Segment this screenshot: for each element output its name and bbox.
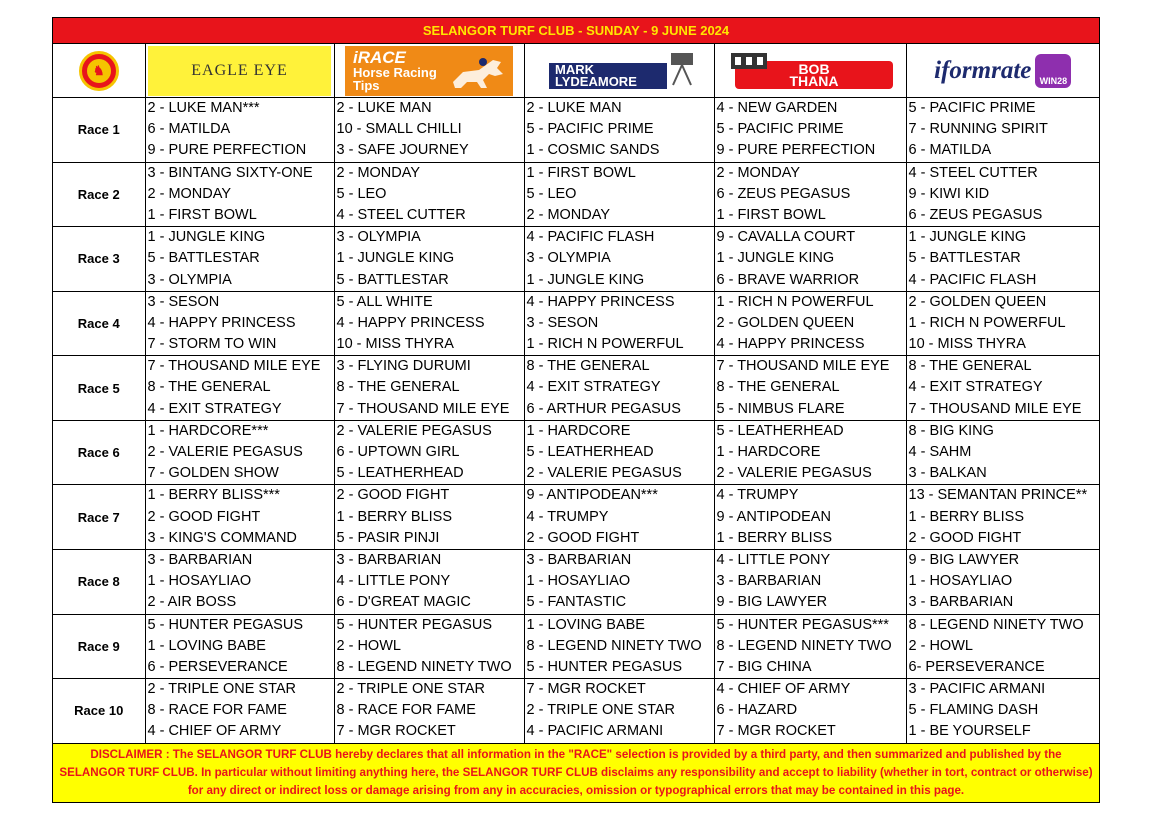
bob-thana-logo-cell xyxy=(714,44,906,98)
horse-pick: 4 - HAPPY PRINCESS xyxy=(147,314,296,331)
horse-pick: 5 - LEATHERHEAD xyxy=(716,422,844,439)
race-label: Race 2 xyxy=(53,162,145,227)
horse-pick: 9 - BIG LAWYER xyxy=(908,551,1020,568)
horse-pick: 5 - BATTLESTAR xyxy=(147,250,260,267)
tipster-picks-cell xyxy=(334,162,524,227)
horse-pick: 7 - THOUSAND MILE EYE xyxy=(147,358,321,375)
horse-pick: 9 - ANTIPODEAN*** xyxy=(526,487,658,504)
tipster-picks-cell xyxy=(524,420,714,485)
horse-pick: 3 - BARBARIAN xyxy=(908,594,1014,611)
horse-pick: 5 - PACIFIC PRIME xyxy=(908,100,1036,116)
tipster-picks-cell xyxy=(906,356,1099,421)
horse-pick: 5 - LEO xyxy=(526,185,577,202)
tipster-picks-cell xyxy=(906,485,1099,550)
horse-pick: 1 - RICH N POWERFUL xyxy=(526,336,684,353)
horse-pick: 3 - BARBARIAN xyxy=(336,551,442,568)
horse-pick: 1 - LOVING BABE xyxy=(147,637,266,654)
horse-pick: 4 - PACIFIC ARMANI xyxy=(526,723,664,740)
race-label: Race 5 xyxy=(53,356,145,421)
horse-pick: 3 - SAFE JOURNEY xyxy=(336,142,469,159)
horse-pick: 6 - HAZARD xyxy=(716,702,798,719)
horse-pick: 10 - MISS THYRA xyxy=(336,336,454,353)
tipster-picks-cell xyxy=(145,614,334,679)
tipster-picks-cell xyxy=(524,356,714,421)
horse-head-icon: ♞ xyxy=(87,59,111,83)
camera-tripod-icon xyxy=(667,51,697,87)
race-label: Race 10 xyxy=(53,679,145,744)
tipster-picks-cell xyxy=(334,420,524,485)
horse-pick: 6 - ARTHUR PEGASUS xyxy=(526,400,681,417)
horse-pick: 5 - BATTLESTAR xyxy=(908,250,1021,267)
tipster-picks-cell xyxy=(714,420,906,485)
horse-pick: 3 - PACIFIC ARMANI xyxy=(908,681,1046,698)
tipster-picks-cell xyxy=(906,420,1099,485)
tipster-picks-cell xyxy=(714,356,906,421)
tipster-picks-cell xyxy=(906,162,1099,227)
race-label: Race 9 xyxy=(53,614,145,679)
horse-pick: 5 - ALL WHITE xyxy=(336,293,433,310)
horse-pick: 2 - GOLDEN QUEEN xyxy=(716,314,855,331)
race-row xyxy=(53,98,1099,163)
horse-pick: 9 - BIG LAWYER xyxy=(716,594,828,611)
horse-pick: 3 - BARBARIAN xyxy=(526,551,632,568)
horse-pick: 8 - LEGEND NINETY TWO xyxy=(716,637,892,654)
tipster-picks-cell xyxy=(714,291,906,356)
horse-pick: 1 - BERRY BLISS xyxy=(336,508,453,525)
irace-logo xyxy=(345,46,513,96)
irace-logo-title: iRACE xyxy=(353,47,406,67)
horse-pick: 1 - JUNGLE KING xyxy=(716,250,835,267)
iformrate-logo-cell xyxy=(906,44,1099,98)
horse-pick: 4 - HAPPY PRINCESS xyxy=(716,336,865,353)
bob-thana-logo: BOB THANA xyxy=(727,49,893,93)
tipster-picks-cell xyxy=(714,485,906,550)
horse-pick: 2 - GOOD FIGHT xyxy=(908,529,1022,546)
tipster-picks-cell xyxy=(145,98,334,163)
horse-pick: 4 - EXIT STRATEGY xyxy=(147,400,282,417)
horse-pick: 6 - ZEUS PEGASUS xyxy=(716,185,851,202)
horse-pick: 2 - VALERIE PEGASUS xyxy=(336,422,492,439)
horse-pick: 6 - ZEUS PEGASUS xyxy=(908,206,1043,223)
horse-pick: 4 - LITTLE PONY xyxy=(336,573,451,590)
tipster-picks-cell xyxy=(145,485,334,550)
horse-pick: 8 - THE GENERAL xyxy=(147,379,271,396)
horse-pick: 2 - MONDAY xyxy=(147,185,232,202)
tips-table xyxy=(53,44,1099,744)
horse-pick: 1 - BERRY BLISS*** xyxy=(147,487,280,504)
tipster-picks-cell xyxy=(145,420,334,485)
horse-pick: 1 - HARDCORE*** xyxy=(147,422,269,439)
tipster-picks-cell xyxy=(145,291,334,356)
horse-pick: 5 - FLAMING DASH xyxy=(908,702,1039,719)
horse-pick: 5 - PACIFIC PRIME xyxy=(716,121,844,138)
tipster-picks-cell xyxy=(714,614,906,679)
mark-lydeamore-logo: MARK LYDEAMORE xyxy=(539,49,699,93)
horse-pick: 7 - BIG CHINA xyxy=(716,658,812,675)
horse-pick: 2 - VALERIE PEGASUS xyxy=(526,465,682,482)
irace-logo-subtitle: Horse Racing Tips xyxy=(353,64,437,93)
tipster-picks-cell xyxy=(334,679,524,744)
tipster-picks-cell xyxy=(906,549,1099,614)
horse-pick: 3 - FLYING DURUMI xyxy=(336,358,471,375)
tipster-picks-cell xyxy=(714,98,906,163)
horse-pick: 1 - HOSAYLIAO xyxy=(908,573,1013,590)
race-row xyxy=(53,420,1099,485)
tipster-picks-cell xyxy=(524,162,714,227)
horse-pick: 9 - PURE PERFECTION xyxy=(716,142,876,159)
horse-pick: 1 - LOVING BABE xyxy=(526,616,645,633)
race-label: Race 4 xyxy=(53,291,145,356)
horse-pick: 3 - BALKAN xyxy=(908,465,987,482)
horse-pick: 4 - NEW GARDEN xyxy=(716,100,838,116)
race-row xyxy=(53,614,1099,679)
horse-pick: 1 - BERRY BLISS xyxy=(716,529,833,546)
race-row xyxy=(53,485,1099,550)
horse-pick: 6 - BRAVE WARRIOR xyxy=(716,271,860,288)
horse-pick: 10 - SMALL CHILLI xyxy=(336,121,462,138)
tipster-picks-cell xyxy=(714,227,906,292)
disclaimer: DISCLAIMER : The SELANGOR TURF CLUB hereby declares that all information in the "RACE" selection is provided by a third party, and then summarized and published by the SELANGOR TURF CLUB. In particular without limiting anything here, the SELANGOR TURF CLUB disclaims any responsibility and accept to liability (whether in tort, contract or otherwise) for any direct or indirect loss or damage arising from any in accuracies, omission or typographical errors that may be contained in this page. xyxy=(53,744,1099,802)
horse-pick: 3 - BARBARIAN xyxy=(147,551,253,568)
horse-pick: 3 - KING'S COMMAND xyxy=(147,529,297,546)
horse-pick: 6- PERSEVERANCE xyxy=(908,658,1045,675)
horse-pick: 2 - MONDAY xyxy=(526,206,611,223)
irace-logo-cell xyxy=(334,44,524,98)
horse-pick: 7 - THOUSAND MILE EYE xyxy=(716,358,890,375)
horse-pick: 4 - PACIFIC FLASH xyxy=(908,271,1037,288)
horse-pick: 5 - HUNTER PEGASUS xyxy=(147,616,303,633)
horse-pick: 4 - LITTLE PONY xyxy=(716,551,831,568)
race-row xyxy=(53,291,1099,356)
horse-pick: 6 - UPTOWN GIRL xyxy=(336,444,460,460)
horse-pick: 13 - SEMANTAN PRINCE** xyxy=(908,487,1088,504)
horse-pick: 7 - MGR ROCKET xyxy=(716,723,836,740)
horse-pick: 8 - THE GENERAL xyxy=(716,379,840,396)
horse-pick: 3 - OLYMPIA xyxy=(336,229,421,246)
horse-pick: 1 - FIRST BOWL xyxy=(526,164,636,181)
eagle-eye-logo: EAGLE EYE xyxy=(148,46,331,96)
horse-pick: 4 - STEEL CUTTER xyxy=(336,206,466,223)
horse-pick: 2 - LUKE MAN*** xyxy=(147,100,260,116)
tipster-picks-cell xyxy=(334,227,524,292)
tipster-picks-cell xyxy=(334,549,524,614)
horse-pick: 7 - GOLDEN SHOW xyxy=(147,465,279,482)
horse-pick: 10 - MISS THYRA xyxy=(908,336,1026,353)
horse-pick: 4 - EXIT STRATEGY xyxy=(526,379,661,396)
horse-pick: 2 - AIR BOSS xyxy=(147,594,237,611)
tipster-picks-cell xyxy=(334,485,524,550)
logo-row xyxy=(53,44,1099,98)
jockey-horse-icon xyxy=(449,52,507,90)
tipster-picks-cell xyxy=(524,549,714,614)
horse-pick: 3 - SESON xyxy=(147,293,220,310)
horse-pick: 2 - TRIPLE ONE STAR xyxy=(336,681,486,698)
tipster-picks-cell xyxy=(524,679,714,744)
horse-pick: 5 - PASIR PINJI xyxy=(336,529,440,546)
horse-pick: 1 - JUNGLE KING xyxy=(147,229,266,246)
win28-badge: WIN28 xyxy=(1035,54,1071,88)
horse-pick: 6 - MATILDA xyxy=(908,142,992,159)
horse-pick: 2 - GOOD FIGHT xyxy=(336,487,450,504)
horse-pick: 3 - BARBARIAN xyxy=(716,573,822,590)
horse-pick: 1 - FIRST BOWL xyxy=(716,206,826,223)
horse-pick: 1 - COSMIC SANDS xyxy=(526,142,660,159)
horse-pick: 5 - NIMBUS FLARE xyxy=(716,400,845,417)
horse-pick: 1 - BERRY BLISS xyxy=(908,508,1025,525)
horse-pick: 4 - STEEL CUTTER xyxy=(908,164,1038,181)
tipster-picks-cell xyxy=(714,679,906,744)
horse-pick: 3 - OLYMPIA xyxy=(526,250,611,267)
horse-pick: 8 - THE GENERAL xyxy=(336,379,460,396)
tipster-picks-cell xyxy=(145,162,334,227)
horse-pick: 2 - GOOD FIGHT xyxy=(147,508,261,525)
tipster-picks-cell xyxy=(524,485,714,550)
horse-pick: 1 - JUNGLE KING xyxy=(526,271,645,288)
horse-pick: 4 - EXIT STRATEGY xyxy=(908,379,1043,396)
tipster-picks-cell xyxy=(524,227,714,292)
horse-pick: 7 - MGR ROCKET xyxy=(526,681,646,698)
horse-pick: 4 - HAPPY PRINCESS xyxy=(336,314,485,331)
horse-pick: 1 - JUNGLE KING xyxy=(336,250,455,267)
horse-pick: 8 - THE GENERAL xyxy=(526,358,650,375)
race-label: Race 7 xyxy=(53,485,145,550)
horse-pick: 1 - HOSAYLIAO xyxy=(147,573,252,590)
tipster-picks-cell xyxy=(714,549,906,614)
horse-pick: 8 - LEGEND NINETY TWO xyxy=(336,658,512,675)
horse-pick: 1 - JUNGLE KING xyxy=(908,229,1027,246)
horse-pick: 2 - HOWL xyxy=(336,637,401,654)
horse-pick: 5 - FANTASTIC xyxy=(526,594,627,611)
tipster-picks-cell xyxy=(145,679,334,744)
horse-pick: 2 - LUKE MAN xyxy=(336,100,432,116)
horse-pick: 4 - CHIEF OF ARMY xyxy=(716,681,851,698)
horse-pick: 9 - ANTIPODEAN xyxy=(716,508,831,525)
race-row xyxy=(53,549,1099,614)
selangor-turf-club-logo xyxy=(79,51,119,91)
horse-pick: 8 - LEGEND NINETY TWO xyxy=(526,637,702,654)
tipster-picks-cell xyxy=(334,356,524,421)
race-row xyxy=(53,162,1099,227)
horse-pick: 6 - D'GREAT MAGIC xyxy=(336,594,471,611)
horse-pick: 5 - HUNTER PEGASUS xyxy=(336,616,492,633)
racecourse-gate-icon xyxy=(729,49,769,73)
horse-pick: 6 - PERSEVERANCE xyxy=(147,658,288,675)
horse-pick: 7 - THOUSAND MILE EYE xyxy=(336,400,510,417)
horse-pick: 2 - MONDAY xyxy=(716,164,801,181)
tipster-picks-cell xyxy=(906,227,1099,292)
horse-pick: 3 - OLYMPIA xyxy=(147,271,232,288)
horse-pick: 2 - TRIPLE ONE STAR xyxy=(526,702,676,719)
horse-pick: 5 - LEO xyxy=(336,185,387,202)
horse-pick: 3 - BINTANG SIXTY-ONE xyxy=(147,164,313,181)
tipster-picks-cell xyxy=(906,291,1099,356)
race-label: Race 6 xyxy=(53,420,145,485)
horse-pick: 7 - RUNNING SPIRIT xyxy=(908,121,1048,138)
horse-pick: 7 - THOUSAND MILE EYE xyxy=(908,400,1082,417)
horse-pick: 7 - STORM TO WIN xyxy=(147,336,277,353)
tipster-picks-cell xyxy=(524,291,714,356)
horse-pick: 5 - HUNTER PEGASUS*** xyxy=(716,616,889,633)
race-label: Race 8 xyxy=(53,549,145,614)
mark-lydeamore-logo-cell xyxy=(524,44,714,98)
race-tips-sheet xyxy=(52,17,1100,803)
stc-logo-cell xyxy=(53,44,145,98)
horse-pick: 3 - SESON xyxy=(526,314,599,331)
horse-pick: 4 - PACIFIC FLASH xyxy=(526,229,655,246)
race-label: Race 1 xyxy=(53,98,145,163)
race-row xyxy=(53,356,1099,421)
horse-pick: 1 - RICH N POWERFUL xyxy=(716,293,874,310)
race-label: Race 3 xyxy=(53,227,145,292)
tipster-picks-cell xyxy=(334,291,524,356)
tipster-picks-cell xyxy=(334,614,524,679)
horse-pick: 8 - BIG KING xyxy=(908,422,994,439)
horse-pick: 1 - BE YOURSELF xyxy=(908,723,1031,740)
tipster-picks-cell xyxy=(145,356,334,421)
race-row xyxy=(53,227,1099,292)
horse-pick: 9 - KIWI KID xyxy=(908,185,990,202)
horse-pick: 1 - HARDCORE xyxy=(526,422,631,439)
horse-pick: 4 - TRUMPY xyxy=(526,508,609,525)
horse-pick: 5 - BATTLESTAR xyxy=(336,271,449,288)
eagle-eye-logo-cell xyxy=(145,44,334,98)
page-title: SELANGOR TURF CLUB - SUNDAY - 9 JUNE 2024 xyxy=(53,18,1099,44)
horse-pick: 1 - HARDCORE xyxy=(716,444,821,460)
horse-pick: 8 - RACE FOR FAME xyxy=(336,702,476,719)
tipster-picks-cell xyxy=(334,98,524,163)
horse-pick: 9 - PURE PERFECTION xyxy=(147,142,307,159)
horse-pick: 1 - HOSAYLIAO xyxy=(526,573,631,590)
tipster-picks-cell xyxy=(524,98,714,163)
horse-pick: 8 - RACE FOR FAME xyxy=(147,702,287,719)
tipster-picks-cell xyxy=(145,549,334,614)
horse-pick: 4 - TRUMPY xyxy=(716,487,799,504)
horse-pick: 5 - LEATHERHEAD xyxy=(336,465,464,482)
horse-pick: 2 - GOOD FIGHT xyxy=(526,529,640,546)
horse-pick: 4 - CHIEF OF ARMY xyxy=(147,723,282,740)
tipster-picks-cell xyxy=(145,227,334,292)
horse-pick: 9 - CAVALLA COURT xyxy=(716,229,856,246)
iformrate-logo-text: iformrate xyxy=(934,56,1032,84)
horse-pick: 2 - GOLDEN QUEEN xyxy=(908,293,1047,310)
horse-pick: 5 - HUNTER PEGASUS xyxy=(526,658,682,675)
race-row xyxy=(53,679,1099,744)
horse-pick: 8 - THE GENERAL xyxy=(908,358,1032,375)
horse-pick: 2 - VALERIE PEGASUS xyxy=(716,465,872,482)
tipster-picks-cell xyxy=(906,679,1099,744)
iformrate-logo xyxy=(918,48,1088,94)
horse-pick: 8 - LEGEND NINETY TWO xyxy=(908,616,1084,633)
horse-pick: 1 - FIRST BOWL xyxy=(147,206,257,223)
horse-pick: 2 - VALERIE PEGASUS xyxy=(147,444,303,460)
horse-pick: 2 - MONDAY xyxy=(336,164,421,181)
horse-pick: 5 - PACIFIC PRIME xyxy=(526,121,654,138)
horse-pick: 4 - HAPPY PRINCESS xyxy=(526,293,675,310)
horse-pick: 2 - HOWL xyxy=(908,637,973,654)
horse-pick: 2 - TRIPLE ONE STAR xyxy=(147,681,297,698)
horse-pick: 6 - MATILDA xyxy=(147,121,231,138)
horse-pick: 1 - RICH N POWERFUL xyxy=(908,314,1066,331)
tipster-picks-cell xyxy=(906,614,1099,679)
horse-pick: 4 - SAHM xyxy=(908,444,972,460)
horse-pick: 7 - MGR ROCKET xyxy=(336,723,456,740)
tipster-picks-cell xyxy=(906,98,1099,163)
tipster-picks-cell xyxy=(524,614,714,679)
horse-pick: 5 - LEATHERHEAD xyxy=(526,444,654,460)
horse-pick: 2 - LUKE MAN xyxy=(526,100,622,116)
tipster-picks-cell xyxy=(714,162,906,227)
